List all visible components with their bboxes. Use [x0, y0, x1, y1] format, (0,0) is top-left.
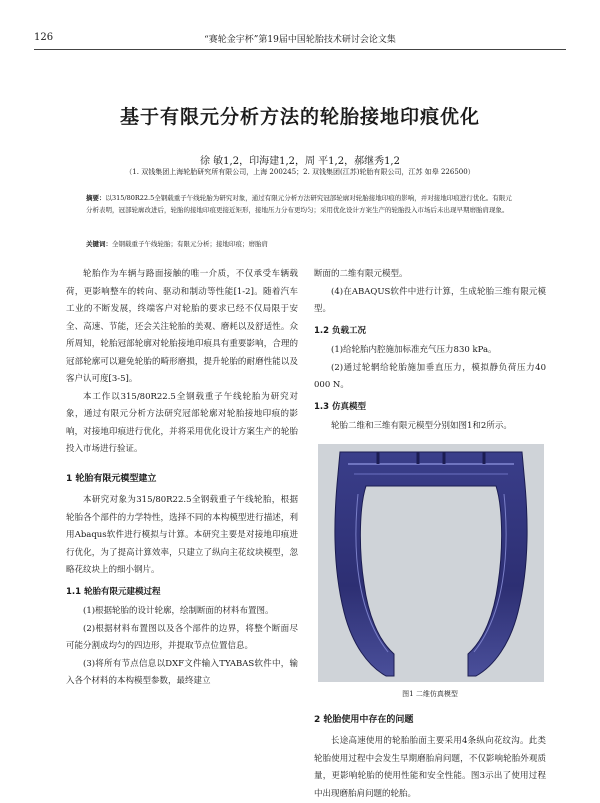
paper-title: 基于有限元分析方法的轮胎接地印痕优化 — [119, 106, 480, 128]
tire-section-graphic — [318, 444, 544, 682]
right-column — [314, 266, 546, 803]
section-1-3-heading: 1.3 仿真模型 — [314, 401, 367, 412]
step-3: (3)将所有节点信息以DXF文件输入TYABAS软件中，输入各个材料的本构模型参数，最终建立 — [66, 658, 298, 686]
keywords-text: 全钢载重子午线轮胎；有限元分析；接地印痕；磨胎肩 — [112, 240, 268, 248]
load-condition-1: (1)给轮胎内腔施加标准充气压力830 kPa。 — [331, 345, 497, 355]
step-1: (1)根据轮胎的设计轮廓，绘制断面的材料布置图。 — [83, 606, 274, 616]
intro-paragraph-1: 轮胎作为车辆与路面接触的唯一介质，不仅承受车辆载荷，更影响整车的转向、驱动和制动等性能[1-2]。随着汽车工业的不断发展，终端客户对轮胎的要求已经不仅局限于安全、高速、节能，还会关注轮胎的美观、磨耗以及舒适性。众所周知，轮胎冠部轮廓对轮胎接地印痕具有重要影响，合理的冠部轮廓可以避免轮胎的畸形磨损，提升轮胎的耐磨性能以及客户认可度[3-5]。 — [66, 269, 298, 384]
left-column — [66, 266, 298, 691]
figure-1-tire-cross-section — [318, 444, 544, 682]
intro-paragraph-2: 本工作以315/80R22.5全钢载重子午线轮胎为研究对象，通过有限元分析方法研究冠部轮廓对轮胎接地印痕的影响，对接地印痕进行优化，并将采用优化设计方案生产的轮胎投入市场进行验证。 — [66, 391, 298, 454]
abstract-text: 以315/80R22.5全钢载重子午线轮胎为研究对象，通过有限元分析方法研究冠部轮廓对轮胎接地印痕的影响，并对接地印痕进行优化。有限元分析表明，冠部轮廓改进后，轮胎的接地印痕更接近矩形，接地压力分布更均匀；采用优化设计方案生产的轮胎投入市场后未出现早期磨胎肩现象。 — [86, 194, 512, 214]
keywords-label: 关键词： — [86, 240, 112, 248]
step-2: (2)根据材料布置图以及各个部件的边界，将整个断面尽可能分割成均匀的四边形，并提取节点位置信息。 — [66, 623, 298, 651]
running-title: “赛轮金宇杯”第19届中国轮胎技术研讨会论文集 — [204, 35, 396, 45]
continued-text: 断面的二维有限元模型。 — [314, 269, 408, 279]
section-1-1-heading: 1.1 轮胎有限元建模过程 — [66, 586, 161, 597]
step-4: (4)在ABAQUS软件中进行计算，生成轮胎三维有限元模型。 — [314, 286, 546, 314]
authors: 徐 敏1,2，印海建1,2，周 平1,2，郝继秀1,2 — [200, 156, 400, 167]
section-1-2-heading: 1.2 负载工况 — [314, 325, 367, 336]
page-header — [34, 32, 566, 48]
abstract-label: 摘要： — [86, 194, 106, 202]
load-condition-2: (2)通过轮辋给轮胎施加垂直压力，模拟静负荷压力40 000 N。 — [314, 362, 546, 390]
header-rule — [34, 49, 566, 50]
abstract — [86, 192, 514, 216]
page-number: 126 — [34, 32, 54, 43]
section-2-heading: 2 轮胎使用中存在的问题 — [314, 714, 414, 725]
model-paragraph: 轮胎二维和三维有限元模型分别如图1和2所示。 — [331, 421, 512, 431]
affiliation: （1. 双钱集团上海轮胎研究所有限公司，上海 200245；2. 双钱集团(江苏)轮胎有限公司，江苏 如皋 226500） — [125, 168, 475, 176]
section-2-paragraph: 长途高速使用的轮胎胎面主要采用4条纵向花纹沟。此类轮胎使用过程中会发生早期磨胎肩问题，不仅影响轮胎外观质量，更影响轮胎的使用性能和安全性能。图3示出了使用过程中出现磨胎肩问题的轮胎。 — [314, 736, 546, 799]
section-1-paragraph: 本研究对象为315/80R22.5全钢载重子午线轮胎，根据轮胎各个部件的力学特性，选择不同的本构模型进行描述，利用Abaqus软件进行模拟与计算。本研究主要是对接地印痕进行优化，为了提高计算效率，只建立了纵向主花纹块模型，忽略花纹块上的细小钢片。 — [66, 495, 298, 575]
keywords — [86, 238, 514, 250]
figure-1-caption: 图1 二维仿真模型 — [402, 689, 458, 698]
section-1-heading: 1 轮胎有限元模型建立 — [66, 473, 157, 484]
